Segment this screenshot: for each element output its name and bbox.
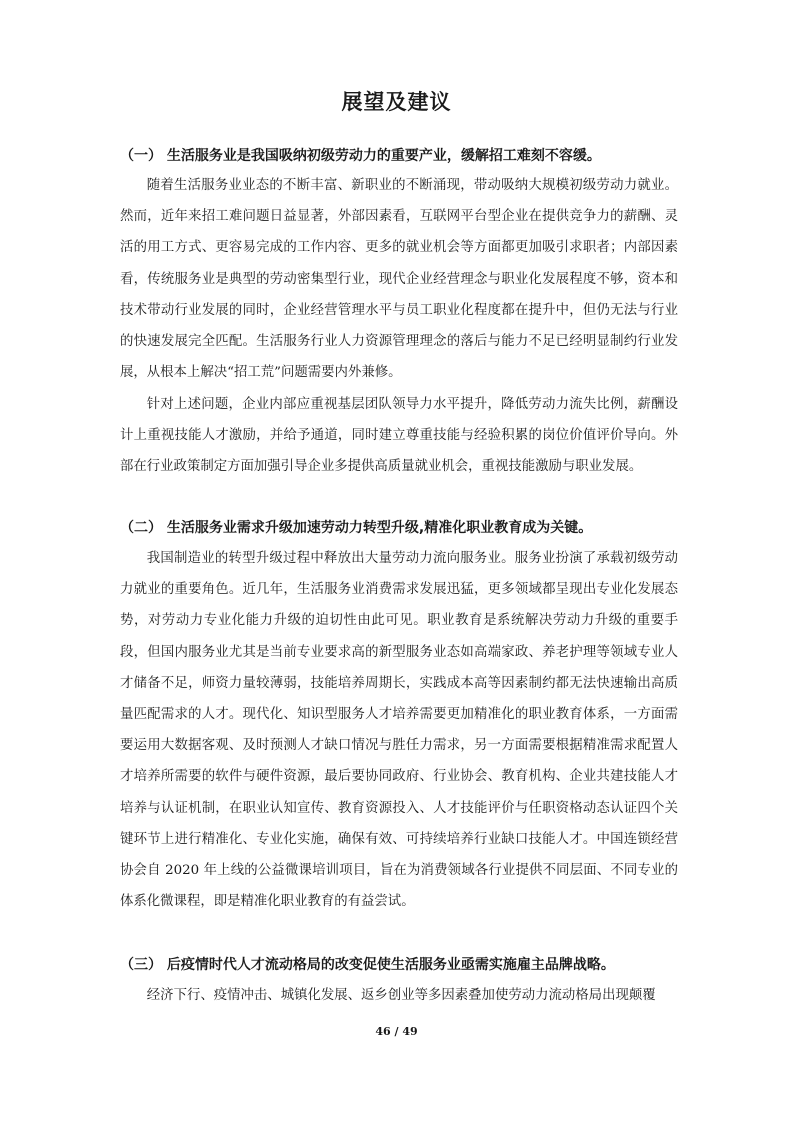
section-1-paragraph-1: 随着生活服务业业态的不断丰富、新职业的不断涌现，带动吸纳大规模初级劳动力就业。然而，近年来招工难问题日益显著，外部因素看，互联网平台型企业在提供竞争力的薪酬、灵活的用工方式、更容易完成的工作内容、更多的就业机会等方面都更加吸引求职者；内部因素看，传统服务业是典型的劳动密集型行业，现代企业经营理念与职业化发展程度不够，资本和技术带动行业发展的同时，企业经营管理水平与员工职业化程度都在提升中，但仍无法与行业的快速发展完全匹配。生活服务行业人力资源管理理念的落后与能力不足已经明显制约行业发展，从根本上解决“招工荒”问题需要内外兼修。 <box>120 178 678 381</box>
section-2-paragraph-1: 我国制造业的转型升级过程中释放出大量劳动力流向服务业。服务业扮演了承载初级劳动力就业的重要角色。近几年，生活服务业消费需求发展迅猛，更多领域都呈现出专业化发展态势，对劳动力专业化能力升级的迫切性由此可见。职业教育是系统解决劳动力升级的重要手段，但国内服务业尤其是当前专业要求高的新型服务业态如高端家政、养老护理等领域专业人才储备不足，师资力量较薄弱，技能培养周期长，实践成本高等因素制约都无法快速输出高质量匹配需求的人才。现代化、知识型服务人才培养需要更加精准化的职业教育体系，一方面需要运用大数据客观、及时预测人才缺口情况与胜任力需求，另一方面需要根据精准需求配置人才培养所需要的软件与硬件资源，最后要协同政府、行业协会、教育机构、企业共建技能人才培养与认证机制，在职业认知宣传、教育资源投入、人才技能评价与任职资格动态认证四个关键环节上进行精准化、专业化实施，确保有效、可持续培养行业缺口技能人才。中国连锁经营协会自 2020 年上线的公益微课培训项目，旨在为消费领域各行业提供不同层面、不同专业的体系化微课程，即是精准化职业教育的有益尝试。 <box>120 551 678 910</box>
section-1-paragraph-2: 针对上述问题，企业内部应重视基层团队领导力水平提升，降低劳动力流失比例，薪酬设计上重视技能人才激励，并给予通道，同时建立尊重技能与经验积累的岗位价值评价导向。外部在行业政策制定方面加强引导企业多提供高质量就业机会，重视技能激励与职业发展。 <box>120 397 678 475</box>
page-title: 展望及建议 <box>341 90 452 114</box>
section-1-heading: （一） 生活服务业是我国吸纳初级劳动力的重要产业，缓解招工难刻不容缓。 <box>120 148 601 164</box>
section-2-heading: （二） 生活服务业需求升级加速劳动力转型升级,精准化职业教育成为关键。 <box>120 520 593 536</box>
section-3-heading: （三） 后疫情时代人才流动格局的改变促使生活服务业亟需实施雇主品牌战略。 <box>120 957 615 973</box>
section-3-paragraph-1: 经济下行、疫情冲击、城镇化发展、返乡创业等多因素叠加使劳动力流动格局出现颠覆 <box>146 988 656 1003</box>
page-number: 46 / 49 <box>375 1025 418 1038</box>
